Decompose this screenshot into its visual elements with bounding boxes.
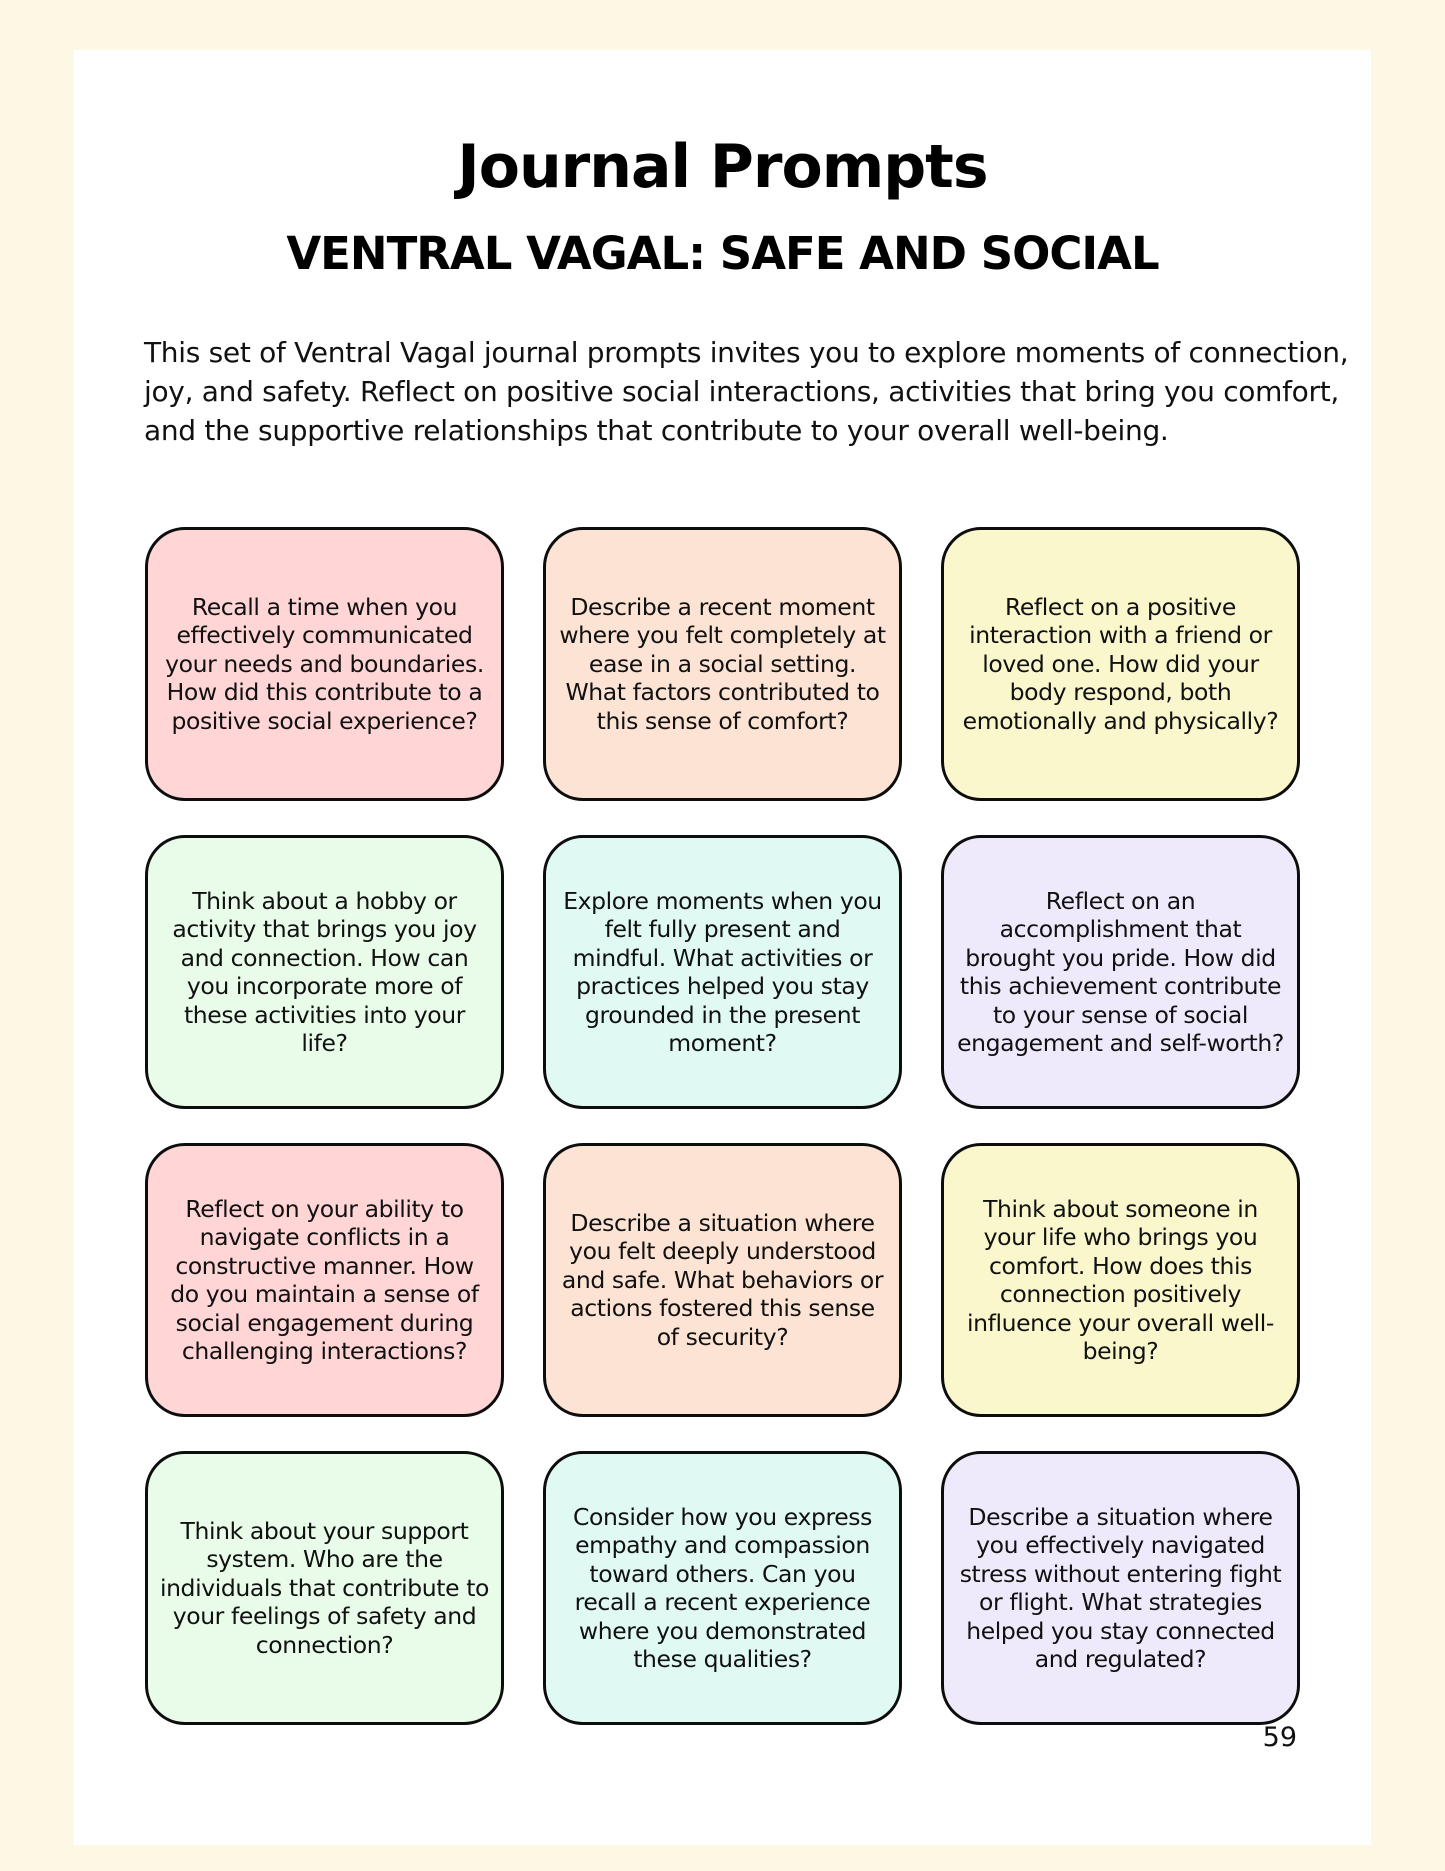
prompt-card bbox=[941, 1143, 1300, 1417]
page-number: 59 bbox=[1262, 1722, 1297, 1753]
prompt-text: Reflect on your ability to navigate conflicts in a constructive manner. How do you maintain a sense of social engagement during challenging interactions? bbox=[170, 1194, 479, 1365]
prompt-card bbox=[145, 527, 504, 801]
prompt-text: Think about your support system. Who are the individuals that contribute to your feelings of safety and connection? bbox=[159, 1516, 490, 1659]
prompt-card bbox=[941, 1451, 1300, 1725]
intro-paragraph: This set of Ventral Vagal journal prompts invites you to explore moments of connection, joy, and safety. Reflect on positive social interactions, activities that bring you comfort, and the supportive relationships that contribute to your overall well-being. bbox=[144, 336, 1349, 447]
prompt-card bbox=[941, 835, 1300, 1109]
prompt-text: Consider how you express empathy and compassion toward others. Can you recall a recent experience where you demonstrated these qualities? bbox=[573, 1502, 872, 1673]
prompt-text: Reflect on an accomplishment that brought you pride. How did this achievement contribute to your sense of social engagement and self-worth? bbox=[957, 886, 1284, 1057]
prompt-card bbox=[941, 527, 1300, 801]
prompt-card bbox=[543, 527, 902, 801]
prompt-card bbox=[145, 835, 504, 1109]
prompt-text: Describe a situation where you felt deeply understood and safe. What behaviors or actions fostered this sense of security? bbox=[561, 1208, 884, 1351]
prompt-text: Recall a time when you effectively communicated your needs and boundaries. How did this contribute to a positive social experience? bbox=[165, 592, 484, 735]
prompt-card bbox=[543, 1143, 902, 1417]
prompt-grid bbox=[145, 527, 1305, 1725]
prompt-text: Describe a situation where you effectively navigated stress without entering fight or flight. What strategies helped you stay connected and regulated? bbox=[959, 1502, 1282, 1673]
prompt-card bbox=[145, 1143, 504, 1417]
prompt-text: Describe a recent moment where you felt completely at ease in a social setting. What factors contributed to this sense of comfort? bbox=[559, 592, 886, 735]
prompt-card bbox=[145, 1451, 504, 1725]
prompt-text: Think about a hobby or activity that brings you joy and connection. How can you incorporate more of these activities into your life? bbox=[172, 886, 477, 1057]
page bbox=[74, 50, 1371, 1845]
prompt-text: Think about someone in your life who brings you comfort. How does this connection positively influence your overall well-being? bbox=[967, 1194, 1274, 1365]
page-subtitle: VENTRAL VAGAL: SAFE AND SOCIAL bbox=[286, 227, 1159, 280]
prompt-text: Explore moments when you felt fully present and mindful. What activities or practices helped you stay grounded in the present moment? bbox=[563, 886, 882, 1057]
prompt-card bbox=[543, 835, 902, 1109]
prompt-card bbox=[543, 1451, 902, 1725]
prompt-text: Reflect on a positive interaction with a friend or loved one. How did your body respond, both emotionally and physically? bbox=[962, 592, 1279, 735]
page-title: Journal Prompts bbox=[457, 132, 988, 202]
